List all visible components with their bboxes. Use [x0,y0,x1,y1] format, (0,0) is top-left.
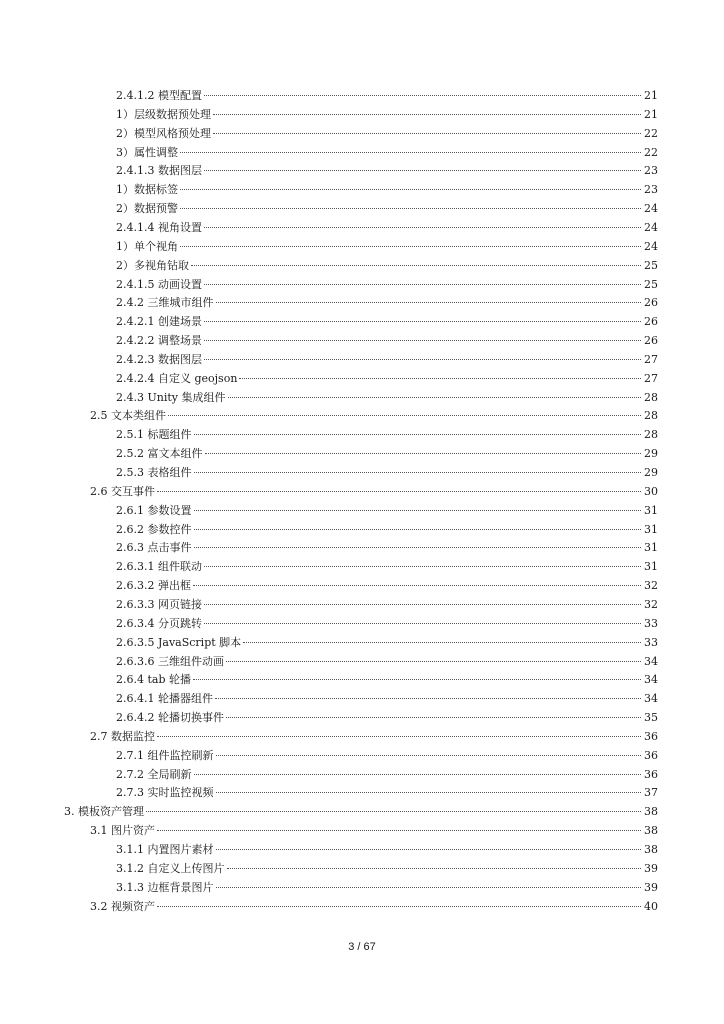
dot-leader [194,528,642,530]
dot-leader [226,716,641,718]
dot-leader [194,546,642,548]
dot-leader [180,207,641,209]
dot-leader [146,810,641,812]
dot-leader [204,94,641,96]
toc-entry[interactable] [90,483,658,501]
toc-entry[interactable] [116,766,658,784]
toc-entry-label: 3）属性调整 [116,145,178,159]
toc-entry[interactable] [116,464,658,482]
dot-leader [193,584,641,586]
dot-leader [157,829,641,831]
dot-leader [204,622,641,624]
dot-leader [215,697,641,699]
dot-leader [157,490,641,492]
toc-entry[interactable] [116,596,658,614]
toc-entry-label: 2.7.2 全局刷新 [116,767,192,781]
toc-entry-page-number: 38 [644,824,658,838]
toc-entry-label: 2）数据预警 [116,202,178,216]
toc-entry-label: 2.4.2.3 数据图层 [116,352,202,366]
dot-leader [180,151,641,153]
dot-leader [180,245,641,247]
toc-entry[interactable] [116,879,658,897]
toc-entry-label: 2.6.3.1 组件联动 [116,560,202,574]
toc-entry[interactable] [116,351,658,369]
dot-leader [157,735,641,737]
toc-entry-label: 2.4.1.3 数据图层 [116,164,202,178]
toc-entry[interactable] [116,445,658,463]
toc-entry-page-number: 28 [644,428,658,442]
toc-entry-page-number: 26 [644,334,658,348]
toc-entry-label: 2.4.1.5 动画设置 [116,277,202,291]
toc-entry[interactable] [116,276,658,294]
dot-leader [213,113,641,115]
toc-entry-label: 2.4.2.2 调整场景 [116,334,202,348]
toc-entry[interactable] [116,257,658,275]
toc-entry[interactable] [116,87,658,105]
toc-entry-page-number: 23 [644,164,658,178]
toc-entry-label: 2.6.3.2 弹出框 [116,579,191,593]
dot-leader [194,433,642,435]
dot-leader [194,509,642,511]
toc-entry-label: 2.4.1.4 视角设置 [116,220,202,234]
toc-entry-label: 2.6.4.2 轮播切换事件 [116,711,224,725]
toc-entry-page-number: 40 [644,899,658,913]
toc-entry-page-number: 33 [644,616,658,630]
toc-entry-label: 1）层级数据预处理 [116,107,211,121]
toc-entry-page-number: 32 [644,597,658,611]
toc-entry[interactable] [116,747,658,765]
toc-entry[interactable] [116,144,658,162]
dot-leader [194,773,642,775]
toc-entry[interactable] [116,521,658,539]
toc-entry-page-number: 33 [644,635,658,649]
toc-entry-label: 2.6.3.6 三维组件动画 [116,654,224,668]
toc-entry[interactable] [116,653,658,671]
toc-entry-page-number: 25 [644,277,658,291]
toc-entry-label: 2.6.3.5 JavaScript 脚本 [116,635,242,649]
toc-entry-label: 2.7.1 组件监控刷新 [116,748,214,762]
toc-entry[interactable] [116,106,658,124]
dot-leader [194,471,642,473]
toc-entry[interactable] [116,200,658,218]
toc-entry-page-number: 34 [644,654,658,668]
toc-entry-label: 2.4.3 Unity 集成组件 [116,390,226,404]
toc-entry[interactable] [116,634,658,652]
toc-entry-page-number: 21 [644,89,658,102]
toc-entry[interactable] [90,728,658,746]
toc-entry[interactable] [116,219,658,237]
toc-entry-page-number: 31 [644,503,658,517]
toc-entry-page-number: 35 [644,711,658,725]
dot-leader [204,320,641,322]
toc-entry-page-number: 25 [644,258,658,272]
toc-entry[interactable] [90,407,658,425]
toc-entry-page-number: 36 [644,729,658,743]
toc-entry[interactable] [90,822,658,840]
toc-entry[interactable] [116,709,658,727]
toc-entry[interactable] [116,332,658,350]
toc-entry-page-number: 36 [644,767,658,781]
toc-entry-label: 2.5.2 富文本组件 [116,447,203,461]
toc-entry-page-number: 36 [644,748,658,762]
dot-leader [216,848,642,850]
dot-leader [180,188,641,190]
dot-leader [168,414,641,416]
toc-entry[interactable] [116,539,658,557]
dot-leader [216,754,642,756]
toc-entry-label: 3.1 图片资产 [90,824,155,838]
toc-entry-page-number: 34 [644,673,658,687]
dot-leader [204,339,641,341]
toc-entry[interactable] [116,577,658,595]
toc-entry-page-number: 31 [644,522,658,536]
toc-entry-page-number: 34 [644,692,658,706]
page-number-footer [0,941,724,953]
toc-entry-label: 2.6.3.4 分页跳转 [116,616,202,630]
toc-entry[interactable] [116,615,658,633]
toc-entry[interactable] [116,125,658,143]
toc-entry-page-number: 30 [644,484,658,498]
toc-entry[interactable] [116,860,658,878]
toc-entry-label: 3.1.3 边框背景图片 [116,880,214,894]
toc-entry-label: 1）单个视角 [116,239,178,253]
toc-entry-label: 2.4.2.1 创建场景 [116,315,202,329]
toc-entry-page-number: 27 [644,371,658,385]
dot-leader [243,641,641,643]
toc-entry[interactable] [116,181,658,199]
toc-entry-label: 2）模型风格预处理 [116,126,211,140]
toc-entry-page-number: 39 [644,880,658,894]
toc-entry-label: 2）多视角钻取 [116,258,189,272]
dot-leader [226,660,641,662]
toc-entry-label: 2.6.4.1 轮播器组件 [116,692,213,706]
toc-entry-page-number: 22 [644,145,658,159]
toc-entry[interactable] [116,558,658,576]
toc-entry[interactable] [116,238,658,256]
toc-entry-page-number: 31 [644,560,658,574]
toc-entry-label: 2.4.1.2 模型配置 [116,89,202,102]
dot-leader [205,452,642,454]
toc-entry[interactable] [116,671,658,689]
toc-entry-label: 2.4.2.4 自定义 geojson [116,371,238,385]
dot-leader [213,132,641,134]
dot-leader [239,377,641,379]
toc-entry[interactable] [64,803,658,821]
toc-entry-label: 2.6.1 参数设置 [116,503,192,517]
dot-leader [204,358,641,360]
toc-entry-label: 2.6 交互事件 [90,484,155,498]
toc-entry-page-number: 21 [644,107,658,121]
toc-entry-page-number: 26 [644,296,658,310]
toc-entry[interactable] [116,841,658,859]
toc-entry-page-number: 28 [644,409,658,423]
toc-entry-label: 2.4.2 三维城市组件 [116,296,214,310]
toc-entry[interactable] [116,784,658,802]
toc-entry[interactable] [116,370,658,388]
dot-leader [157,905,641,907]
dot-leader [204,603,641,605]
toc-entry-page-number: 28 [644,390,658,404]
toc-entry[interactable] [116,294,658,312]
toc-entry-page-number: 24 [644,239,658,253]
dot-leader [227,867,642,869]
dot-leader [204,283,641,285]
toc-entry-label: 2.6.3 点击事件 [116,541,192,555]
toc-entry-label: 2.5.3 表格组件 [116,466,192,479]
page-indicator: 3 / 67 [348,941,376,953]
toc-entry-page-number: 26 [644,315,658,329]
toc-entry-label: 3.1.1 内置图片素材 [116,843,214,856]
toc-entry-label: 2.5 文本类组件 [90,409,166,423]
toc-entry-page-number: 29 [644,466,658,479]
dot-leader [216,301,642,303]
toc-entry-page-number: 32 [644,579,658,593]
toc-entry-page-number: 39 [644,861,658,875]
toc-entry[interactable] [116,426,658,444]
toc-entry-label: 3.2 视频资产 [90,899,155,913]
toc-entry-page-number: 31 [644,541,658,555]
toc-entry[interactable] [116,313,658,331]
toc-entry-page-number: 24 [644,202,658,216]
dot-leader [204,565,641,567]
toc-entry-label: 1）数据标签 [116,183,178,197]
toc-entry-label: 2.6.3.3 网页链接 [116,597,202,611]
dot-leader [204,226,641,228]
dot-leader [204,169,641,171]
toc-entry[interactable] [116,162,658,180]
toc-entry[interactable] [116,389,658,407]
toc-entry-page-number: 22 [644,126,658,140]
dot-leader [216,886,642,888]
dot-leader [193,678,641,680]
toc-entry-page-number: 27 [644,352,658,366]
toc-entry-label: 3.1.2 自定义上传图片 [116,861,225,875]
toc-entry[interactable] [116,502,658,520]
dot-leader [228,396,642,398]
toc-entry-label: 2.6.4 tab 轮播 [116,673,192,687]
toc-entry-page-number: 38 [644,843,658,856]
toc-entry-label: 3. 模板资产管理 [64,805,144,819]
toc-entry-label: 2.7 数据监控 [90,729,155,743]
toc-entry-page-number: 37 [644,786,658,800]
toc-entry-label: 2.7.3 实时监控视频 [116,786,214,800]
toc-entry-label: 2.5.1 标题组件 [116,428,192,442]
dot-leader [216,791,642,793]
toc-entry-page-number: 38 [644,805,658,819]
toc-entry-page-number: 23 [644,183,658,197]
toc-entry-label: 2.6.2 参数控件 [116,522,192,536]
toc-entry-page-number: 24 [644,220,658,234]
dot-leader [191,264,641,266]
toc-entry[interactable] [116,690,658,708]
toc-entry-page-number: 29 [644,447,658,461]
toc-entry[interactable] [90,898,658,916]
